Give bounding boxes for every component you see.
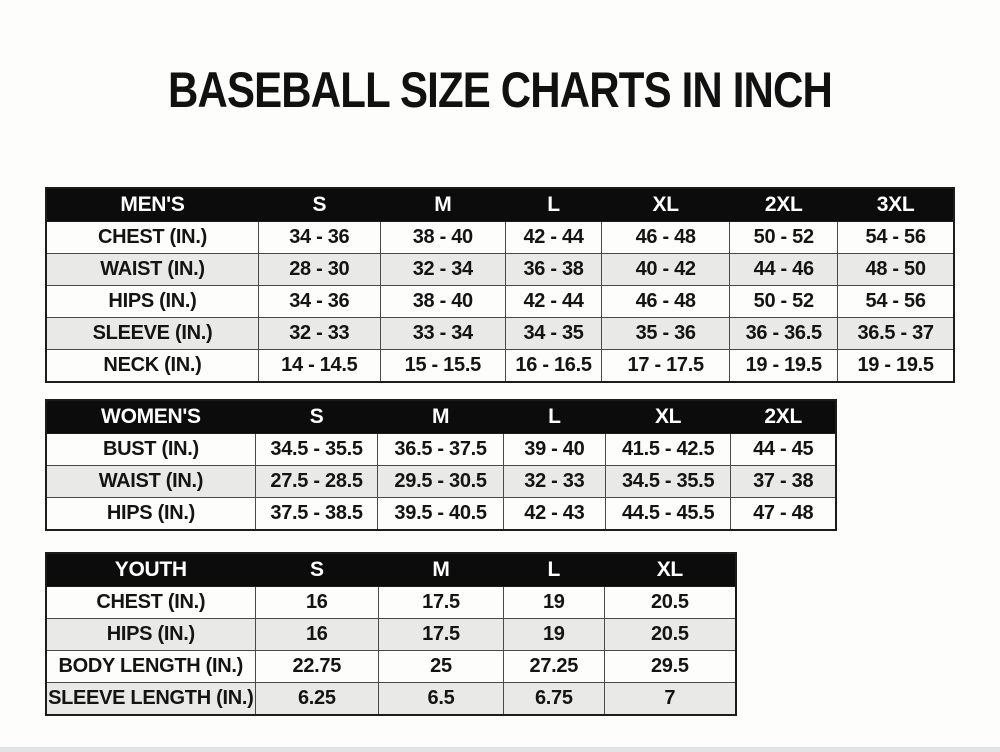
size-value-cell: 25	[379, 651, 504, 683]
size-value-cell: 19	[503, 587, 604, 619]
size-value-cell: 50 - 52	[730, 286, 838, 318]
page-title: BASEBALL SIZE CHARTS IN INCH	[167, 62, 833, 118]
table-row	[46, 434, 836, 466]
size-value-cell: 36 - 38	[505, 254, 601, 286]
size-value-cell: 28 - 30	[258, 254, 380, 286]
size-value-cell: 19 - 19.5	[730, 350, 838, 383]
size-value-cell: 36 - 36.5	[730, 318, 838, 350]
row-label: WAIST (IN.)	[46, 254, 258, 286]
table-row	[46, 587, 736, 619]
size-column-header: L	[503, 400, 605, 434]
size-value-cell: 17 - 17.5	[602, 350, 730, 383]
header-row	[46, 400, 836, 434]
size-column-header: M	[380, 188, 505, 222]
size-value-cell: 44 - 45	[731, 434, 836, 466]
row-label: CHEST (IN.)	[46, 222, 258, 254]
size-value-cell: 42 - 43	[503, 498, 605, 531]
table-title-header: YOUTH	[46, 553, 255, 587]
size-column-header: XL	[604, 553, 736, 587]
size-value-cell: 14 - 14.5	[258, 350, 380, 383]
size-value-cell: 40 - 42	[602, 254, 730, 286]
size-column-header: 3XL	[838, 188, 954, 222]
row-label: SLEEVE (IN.)	[46, 318, 258, 350]
size-value-cell: 44.5 - 45.5	[605, 498, 731, 531]
size-value-cell: 39 - 40	[503, 434, 605, 466]
size-value-cell: 48 - 50	[838, 254, 954, 286]
womens-size-table-section	[45, 399, 837, 531]
size-value-cell: 38 - 40	[380, 286, 505, 318]
size-value-cell: 39.5 - 40.5	[378, 498, 504, 531]
size-value-cell: 38 - 40	[380, 222, 505, 254]
size-column-header: XL	[602, 188, 730, 222]
size-value-cell: 6.75	[503, 683, 604, 716]
youth-size-table	[45, 552, 737, 716]
size-value-cell: 16 - 16.5	[505, 350, 601, 383]
header-row	[46, 553, 736, 587]
size-value-cell: 54 - 56	[838, 222, 954, 254]
table-row	[46, 498, 836, 531]
size-value-cell: 50 - 52	[730, 222, 838, 254]
row-label: WAIST (IN.)	[46, 466, 255, 498]
size-column-header: 2XL	[730, 188, 838, 222]
size-value-cell: 47 - 48	[731, 498, 836, 531]
size-value-cell: 33 - 34	[380, 318, 505, 350]
size-column-header: S	[255, 400, 377, 434]
size-value-cell: 34 - 35	[505, 318, 601, 350]
size-column-header: S	[258, 188, 380, 222]
size-column-header: XL	[605, 400, 731, 434]
row-label: BUST (IN.)	[46, 434, 255, 466]
size-column-header: L	[505, 188, 601, 222]
size-value-cell: 6.25	[255, 683, 379, 716]
size-value-cell: 46 - 48	[602, 286, 730, 318]
size-value-cell: 34.5 - 35.5	[605, 466, 731, 498]
size-value-cell: 27.5 - 28.5	[255, 466, 377, 498]
size-value-cell: 19	[503, 619, 604, 651]
row-label: HIPS (IN.)	[46, 286, 258, 318]
row-label: SLEEVE LENGTH (IN.)	[46, 683, 255, 716]
size-value-cell: 54 - 56	[838, 286, 954, 318]
table-row	[46, 318, 954, 350]
header-row	[46, 188, 954, 222]
table-row	[46, 286, 954, 318]
size-value-cell: 16	[255, 619, 379, 651]
size-value-cell: 32 - 33	[503, 466, 605, 498]
table-row	[46, 254, 954, 286]
mens-size-table	[45, 187, 955, 383]
row-label: NECK (IN.)	[46, 350, 258, 383]
size-value-cell: 22.75	[255, 651, 379, 683]
size-value-cell: 32 - 34	[380, 254, 505, 286]
size-value-cell: 17.5	[379, 587, 504, 619]
row-label: HIPS (IN.)	[46, 498, 255, 531]
womens-size-table	[45, 399, 837, 531]
youth-size-table-section	[45, 552, 737, 716]
size-value-cell: 37 - 38	[731, 466, 836, 498]
mens-size-table-section	[45, 187, 955, 383]
size-column-header: M	[379, 553, 504, 587]
size-value-cell: 44 - 46	[730, 254, 838, 286]
size-value-cell: 29.5	[604, 651, 736, 683]
table-row	[46, 651, 736, 683]
table-row	[46, 222, 954, 254]
table-row	[46, 619, 736, 651]
table-row	[46, 683, 736, 716]
row-label: CHEST (IN.)	[46, 587, 255, 619]
size-value-cell: 19 - 19.5	[838, 350, 954, 383]
size-value-cell: 7	[604, 683, 736, 716]
size-value-cell: 41.5 - 42.5	[605, 434, 731, 466]
table-row	[46, 466, 836, 498]
size-value-cell: 17.5	[379, 619, 504, 651]
size-value-cell: 16	[255, 587, 379, 619]
size-column-header: L	[503, 553, 604, 587]
table-row	[46, 350, 954, 383]
size-value-cell: 29.5 - 30.5	[378, 466, 504, 498]
size-value-cell: 35 - 36	[602, 318, 730, 350]
size-value-cell: 6.5	[379, 683, 504, 716]
size-value-cell: 42 - 44	[505, 222, 601, 254]
size-value-cell: 46 - 48	[602, 222, 730, 254]
scan-edge-artifact	[0, 747, 1000, 752]
size-value-cell: 34 - 36	[258, 222, 380, 254]
size-value-cell: 27.25	[503, 651, 604, 683]
size-value-cell: 32 - 33	[258, 318, 380, 350]
size-value-cell: 42 - 44	[505, 286, 601, 318]
table-title-header: WOMEN'S	[46, 400, 255, 434]
size-value-cell: 36.5 - 37.5	[378, 434, 504, 466]
size-value-cell: 34 - 36	[258, 286, 380, 318]
table-title-header: MEN'S	[46, 188, 258, 222]
size-column-header: S	[255, 553, 379, 587]
size-value-cell: 20.5	[604, 619, 736, 651]
size-column-header: 2XL	[731, 400, 836, 434]
size-value-cell: 37.5 - 38.5	[255, 498, 377, 531]
size-value-cell: 20.5	[604, 587, 736, 619]
size-column-header: M	[378, 400, 504, 434]
size-value-cell: 15 - 15.5	[380, 350, 505, 383]
row-label: BODY LENGTH (IN.)	[46, 651, 255, 683]
row-label: HIPS (IN.)	[46, 619, 255, 651]
size-value-cell: 36.5 - 37	[838, 318, 954, 350]
size-value-cell: 34.5 - 35.5	[255, 434, 377, 466]
